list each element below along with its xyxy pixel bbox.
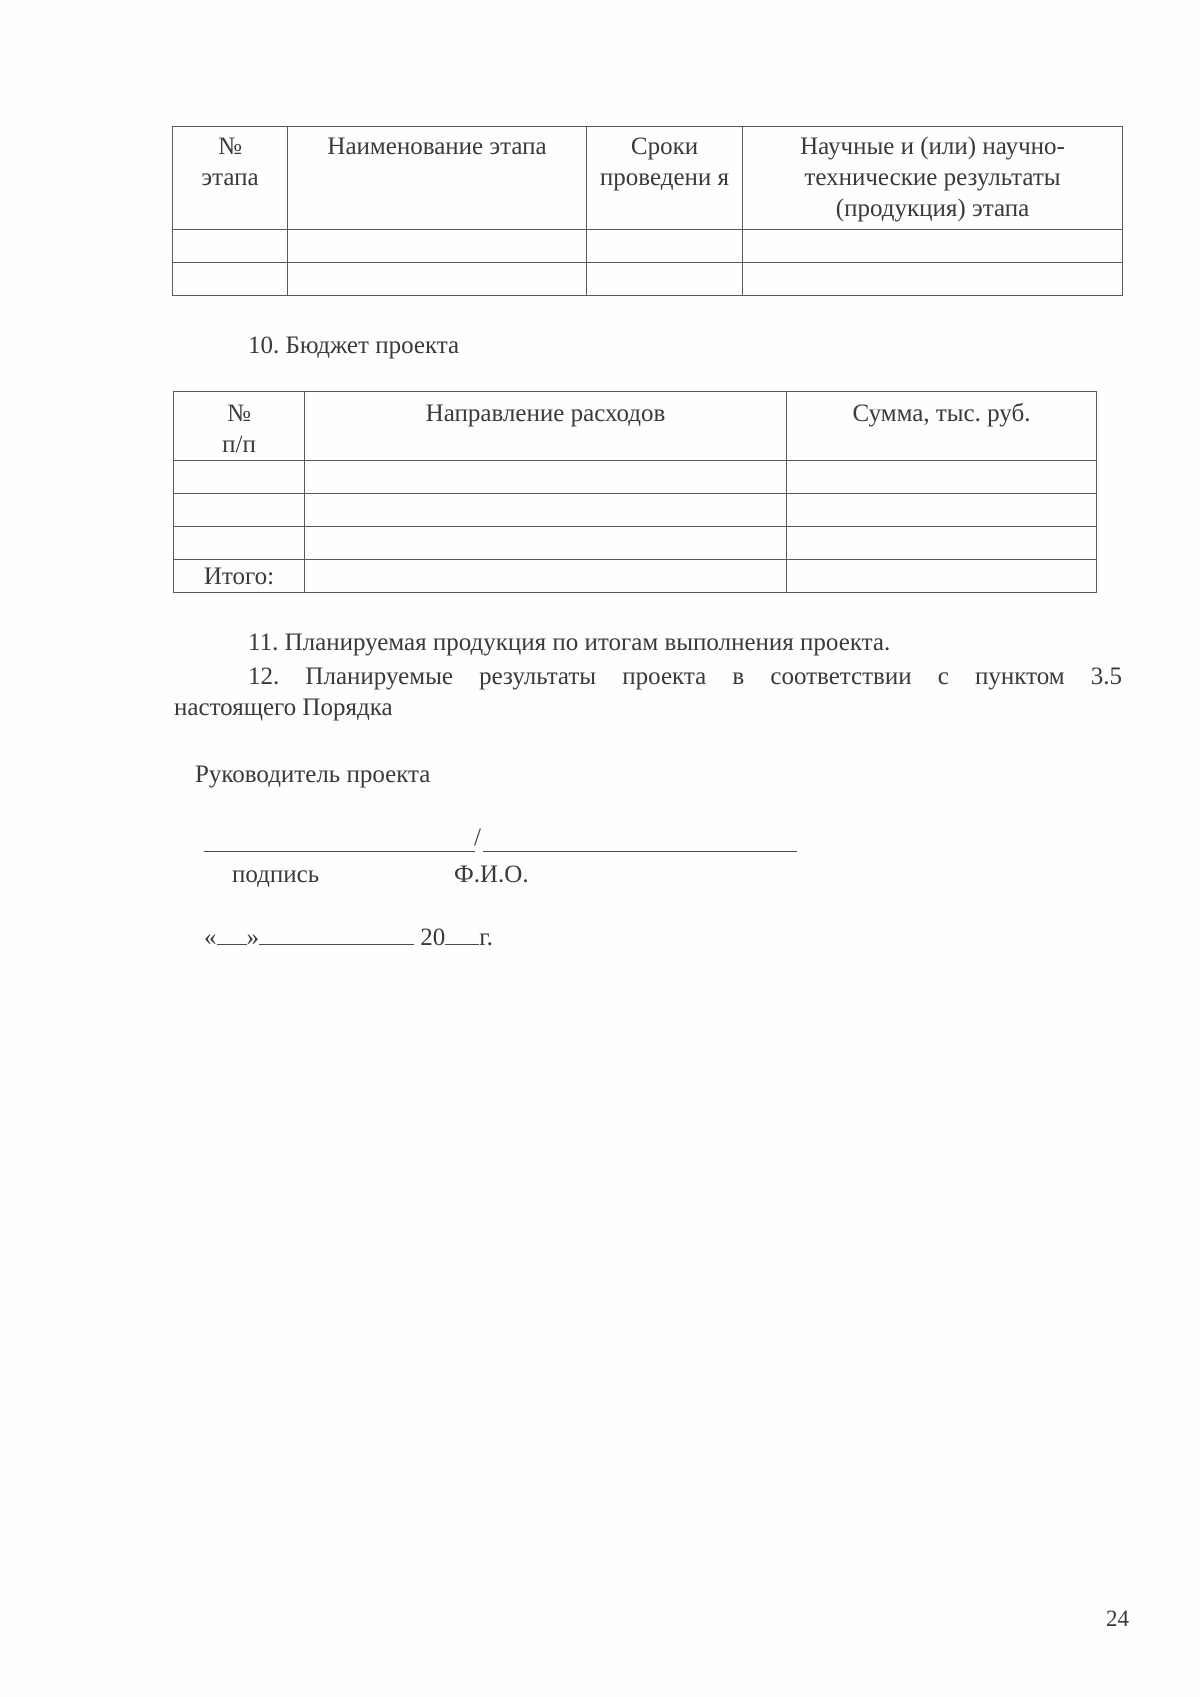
table-cell: [587, 263, 743, 296]
section-title-budget: 10. Бюджет проекта: [248, 332, 460, 359]
date-month-blank: [259, 922, 414, 945]
item-planned-results-line1: 12. Планируемые результаты проекта в соответствии с пунктом 3.5: [248, 663, 1122, 690]
date-open-quote: «: [204, 924, 217, 951]
signature-line: [204, 851, 475, 852]
stages-header-results: Научные и (или) научно-технические результаты (продукция) этапа: [743, 127, 1123, 230]
budget-header-direction: Направление расходов: [305, 392, 787, 461]
table-cell: [787, 461, 1097, 494]
budget-empty-row: [174, 461, 1097, 494]
date-year-blank: [445, 922, 479, 945]
table-cell: [305, 527, 787, 560]
date-year-suffix: г.: [479, 924, 493, 951]
budget-header-number: № п/п: [174, 392, 305, 461]
full-name-line: [483, 851, 797, 852]
table-cell: [173, 230, 288, 263]
budget-total-label: Итого:: [174, 560, 305, 593]
item-planned-product: 11. Планируемая продукция по итогам выполнения проекта.: [248, 629, 891, 656]
table-cell: [174, 461, 305, 494]
table-cell: [587, 230, 743, 263]
table-cell: [787, 560, 1097, 593]
table-cell: [787, 494, 1097, 527]
date-close-quote: »: [246, 924, 259, 951]
budget-header-sum: Сумма, тыс. руб.: [787, 392, 1097, 461]
table-cell: [174, 527, 305, 560]
budget-table: [173, 391, 1097, 593]
project-manager-label: Руководитель проекта: [195, 761, 431, 788]
table-cell: [174, 494, 305, 527]
stages-header-dates: Сроки проведени я: [587, 127, 743, 230]
full-name-caption: Ф.И.О.: [454, 861, 529, 888]
table-cell: [743, 263, 1123, 296]
table-cell: [743, 230, 1123, 263]
budget-empty-row: [174, 494, 1097, 527]
signature-separator: /: [474, 824, 481, 851]
stages-empty-row: [173, 230, 1123, 263]
table-cell: [305, 461, 787, 494]
budget-total-row: [174, 560, 1097, 593]
table-cell: [787, 527, 1097, 560]
table-cell: [305, 560, 787, 593]
table-cell: [173, 263, 288, 296]
item-planned-results: [174, 661, 1122, 723]
stages-header-name: Наименование этапа: [288, 127, 587, 230]
date-line: [204, 922, 493, 953]
budget-empty-row: [174, 527, 1097, 560]
table-cell: [288, 263, 587, 296]
stages-table: [172, 126, 1123, 296]
stages-header-row: [173, 127, 1123, 230]
item-planned-results-line2: настоящего Порядка: [174, 694, 393, 721]
table-cell: [305, 494, 787, 527]
page-number: 24: [1106, 1606, 1129, 1631]
budget-header-row: [174, 392, 1097, 461]
table-cell: [288, 230, 587, 263]
date-day-blank: [217, 922, 247, 945]
stages-empty-row: [173, 263, 1123, 296]
date-year-prefix: 20: [420, 924, 446, 951]
signature-caption: подпись: [232, 861, 320, 888]
stages-header-number: № этапа: [173, 127, 288, 230]
